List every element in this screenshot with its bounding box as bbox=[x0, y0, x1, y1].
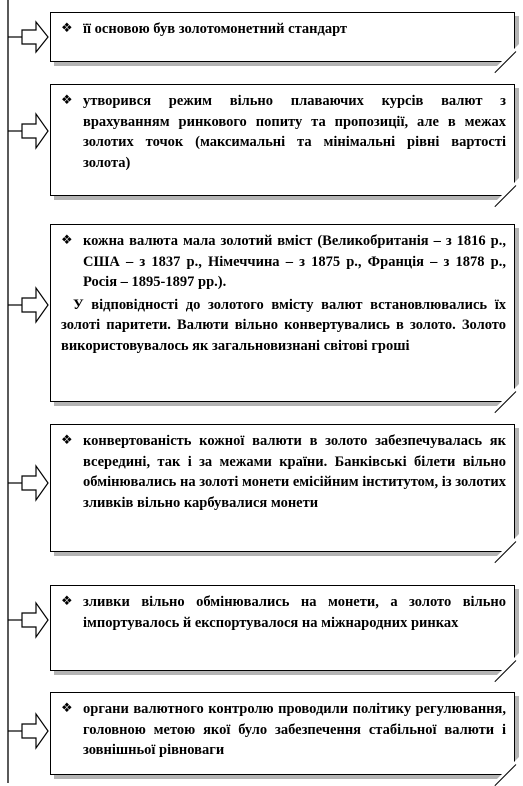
arrow-2 bbox=[8, 114, 48, 148]
feature-item bbox=[61, 19, 506, 40]
folded-corner bbox=[497, 757, 519, 779]
feature-item bbox=[61, 431, 506, 513]
feature-item bbox=[61, 592, 506, 633]
feature-text: органи валютного контролю проводили політику регулювання, головною метою якої було забезпечення стабільної валюти і зовнішньої рівноваги bbox=[83, 701, 506, 758]
feature-box-3 bbox=[50, 224, 515, 402]
arrow-4 bbox=[8, 466, 48, 500]
arrow-1 bbox=[8, 22, 48, 52]
folded-corner bbox=[497, 534, 519, 556]
diamond-bullet-icon: ❖ bbox=[61, 594, 73, 609]
diamond-bullet-icon: ❖ bbox=[61, 701, 73, 716]
folded-corner bbox=[497, 178, 519, 200]
diamond-bullet-icon: ❖ bbox=[61, 433, 73, 448]
folded-corner bbox=[497, 653, 519, 675]
feature-text: кожна валюта мала золотий вміст (Великобританія – з 1816 р., США – з 1837 р., Німеччина – з 1875 р., Франція – з 1878 р., Росія – 1895-1897 рр.). bbox=[83, 233, 506, 290]
feature-text: конвертованість кожної валюти в золото забезпечувалась як всередині, так і за межами країни. Банківські білети вільно обмінювались на золоті монети емісійним інститутом, із золотих зливків вільно карбувалися монети bbox=[83, 433, 506, 511]
diamond-bullet-icon: ❖ bbox=[61, 21, 73, 36]
feature-text: зливки вільно обмінювались на монети, а золото вільно імпортувалось й експортувалося на міжнародних ринках bbox=[83, 594, 506, 631]
feature-box-6 bbox=[50, 692, 515, 775]
feature-box-5 bbox=[50, 585, 515, 671]
feature-extra-text: У відповідності до золотого вмісту валют встановлювались їх золоті паритети. Валюти вільно конвертувались в золото. Золото використовувалось як загальновизнані світові гроші bbox=[61, 296, 506, 354]
diamond-bullet-icon: ❖ bbox=[61, 233, 73, 248]
folded-corner bbox=[497, 384, 519, 406]
feature-box-4 bbox=[50, 424, 515, 552]
feature-item bbox=[61, 91, 506, 173]
feature-item bbox=[61, 231, 506, 293]
folded-corner bbox=[497, 44, 519, 66]
feature-text: утворився режим вільно плаваючих курсів валют з врахуванням ринкового попиту та пропозиції, але в межах золотих точок (максимальні та мінімальні рівні вартості золота) bbox=[83, 93, 506, 171]
arrow-6 bbox=[8, 714, 48, 748]
feature-item bbox=[61, 699, 506, 761]
feature-box-2 bbox=[50, 84, 515, 196]
arrow-5 bbox=[8, 603, 48, 637]
arrow-3 bbox=[8, 288, 48, 322]
diamond-bullet-icon: ❖ bbox=[61, 93, 73, 108]
feature-box-1 bbox=[50, 12, 515, 62]
feature-text: її основою був золотомонетний стандарт bbox=[83, 21, 348, 37]
